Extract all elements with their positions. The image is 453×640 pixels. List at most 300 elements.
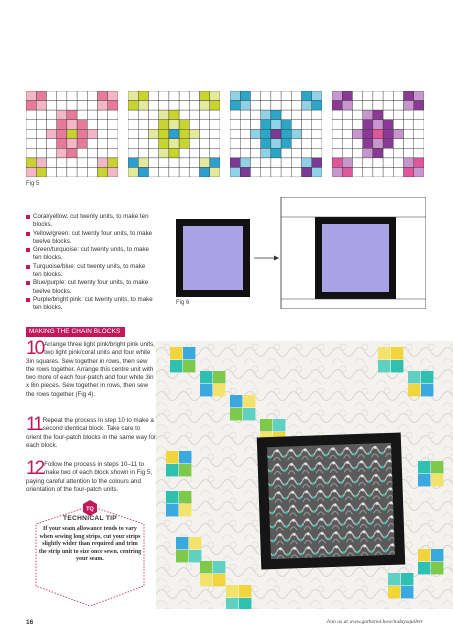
block-cell [189,139,199,149]
block-cell [46,110,56,120]
block-cell [77,91,87,101]
block-cell [363,139,373,149]
block-cell [414,158,424,168]
block-cell [383,110,393,120]
block-cell [271,148,281,158]
block-cell [128,148,138,158]
block-cell [128,129,138,139]
block-cell [342,139,352,149]
block-cell [332,120,342,130]
block-cell [393,110,403,120]
tip-title: TECHNICAL TIP [63,515,117,522]
block-cell [250,139,260,149]
block-cell [250,148,260,158]
block-cell [46,91,56,101]
block-cell [200,110,210,120]
block-cell [240,158,250,168]
fig5-block-4 [332,91,424,177]
block-cell [271,129,281,139]
block-cell [179,139,189,149]
block-cell [332,139,342,149]
block-cell [57,91,67,101]
block-cell [108,167,118,177]
block-cell [67,139,77,149]
block-cell [148,139,158,149]
block-cell [128,91,138,101]
block-cell [138,120,148,130]
block-cell [383,148,393,158]
block-cell [414,101,424,111]
block-cell [352,91,362,101]
block-cell [98,91,108,101]
block-cell [383,167,393,177]
block-cell [46,120,56,130]
block-cell [210,110,220,120]
block-cell [352,129,362,139]
block-cell [404,129,414,139]
step-12 [26,458,156,494]
list-item: Green/turquoise: cut twenty units, to make ten blocks. [26,246,154,263]
step-number: 10 [26,338,44,359]
block-cell [291,158,301,168]
block-cell [414,91,424,101]
bullet-square-icon [26,281,30,285]
block-cell [67,167,77,177]
block-cell [36,139,46,149]
block-cell [159,139,169,149]
block-cell [98,101,108,111]
block-cell [169,91,179,101]
block-cell [373,129,383,139]
bullet-square-icon [26,215,30,219]
block-cell [108,148,118,158]
block-cell [138,148,148,158]
block-cell [189,120,199,130]
quilt-photo [156,341,453,609]
fig6-lavender-square-2 [322,224,389,292]
block-cell [108,91,118,101]
block-cell [189,101,199,111]
block-cell [404,167,414,177]
block-cell [414,129,424,139]
step-11 [26,414,157,450]
block-cell [414,148,424,158]
block-cell [108,101,118,111]
block-cell [352,167,362,177]
block-cell [36,129,46,139]
bullet-square-icon [26,232,30,236]
bullet-square-icon [26,248,30,252]
block-cell [57,110,67,120]
block-cell [230,148,240,158]
block-cell [373,158,383,168]
block-cell [240,167,250,177]
block-cell [230,167,240,177]
block-cell [108,129,118,139]
block-cell [57,167,67,177]
block-cell [98,148,108,158]
list-item: Purple/bright pink: cut twenty units, to make ten blocks. [26,296,154,313]
block-cell [128,139,138,149]
footer-url: Join us at www.gathered.how/todaysquilter [326,619,423,625]
block-cell [26,91,36,101]
block-cell [26,101,36,111]
block-cell [240,120,250,130]
block-cell [36,148,46,158]
block-cell [250,110,260,120]
block-cell [210,129,220,139]
block-cell [250,158,260,168]
block-cell [179,101,189,111]
block-cell [108,158,118,168]
block-cell [404,91,414,101]
block-cell [302,120,312,130]
step-text: Follow the process in steps 10–11 to make two of each block shown in Fig 5, paying careful attention to the colours and orientation of the four-patch units. [26,461,153,493]
block-cell [393,139,403,149]
block-cell [332,148,342,158]
block-cell [373,148,383,158]
block-cell [200,158,210,168]
block-cell [169,167,179,177]
block-cell [373,167,383,177]
fig6-diagram [170,197,426,309]
block-cell [261,91,271,101]
block-cell [281,120,291,130]
block-cell [67,148,77,158]
block-cell [342,129,352,139]
block-cell [240,110,250,120]
block-cell [230,139,240,149]
block-cell [98,110,108,120]
block-cell [200,167,210,177]
block-cell [200,148,210,158]
fig6-caption: Fig 6 [176,300,190,306]
block-cell [383,91,393,101]
block-cell [240,139,250,149]
block-cell [281,129,291,139]
block-cell [230,91,240,101]
block-cell [393,167,403,177]
block-cell [36,110,46,120]
block-cell [179,91,189,101]
block-cell [138,91,148,101]
block-cell [291,110,301,120]
block-cell [98,129,108,139]
block-cell [138,167,148,177]
block-cell [159,158,169,168]
block-cell [312,158,322,168]
block-cell [312,91,322,101]
block-cell [159,110,169,120]
block-cell [87,167,97,177]
block-cell [179,120,189,130]
list-item: Blue/purple: cut twenty four units, to make twelve blocks. [26,279,154,296]
block-cell [281,167,291,177]
block-cell [210,167,220,177]
block-cell [87,110,97,120]
block-cell [26,139,36,149]
block-cell [404,120,414,130]
block-cell [363,101,373,111]
block-cell [383,139,393,149]
arrow-right-icon [274,256,279,261]
block-cell [261,101,271,111]
block-cell [261,129,271,139]
block-cell [342,167,352,177]
block-cell [363,120,373,130]
fig5-block-2 [128,91,220,177]
list-item: Yellow/green: cut twenty four units, to make twelve blocks. [26,230,154,247]
block-cell [302,148,312,158]
block-cell [271,139,281,149]
block-cell [200,91,210,101]
page-number: 16 [26,619,34,626]
block-cell [108,139,118,149]
block-cell [148,158,158,168]
block-cell [189,110,199,120]
block-cell [67,91,77,101]
block-cell [250,129,260,139]
block-cell [67,129,77,139]
block-cell [250,101,260,111]
block-cell [169,158,179,168]
tq-badge-text: TQ [86,506,94,513]
block-cell [87,120,97,130]
block-cell [393,91,403,101]
block-cell [200,139,210,149]
block-cell [363,110,373,120]
block-cell [312,167,322,177]
block-cell [250,91,260,101]
block-cell [352,110,362,120]
block-cell [393,129,403,139]
block-cell [342,158,352,168]
block-cell [352,139,362,149]
block-cell [36,120,46,130]
block-cell [169,101,179,111]
block-cell [271,110,281,120]
block-cell [87,139,97,149]
block-cell [77,148,87,158]
block-cell [393,101,403,111]
fig5-block-1 [26,91,118,177]
block-cell [363,158,373,168]
block-cell [36,167,46,177]
block-cell [108,110,118,120]
block-cell [302,110,312,120]
block-cell [261,158,271,168]
block-cell [281,158,291,168]
block-cell [159,101,169,111]
block-cell [383,129,393,139]
fig5-caption: Fig 5 [26,181,40,187]
block-cell [148,167,158,177]
block-cell [383,101,393,111]
block-cell [77,129,87,139]
block-cell [210,120,220,130]
block-cell [373,101,383,111]
block-cell [414,120,424,130]
block-cell [373,91,383,101]
block-cell [169,148,179,158]
block-cell [57,101,67,111]
block-cell [159,129,169,139]
tip-text: If your seam allowance tends to vary when sewing long strips, cut your strips slightly wider than required and trim the strip unit to size once sewn, centring your seam. [38,526,142,563]
block-cell [302,139,312,149]
block-cell [281,148,291,158]
block-cell [332,129,342,139]
block-cell [342,148,352,158]
block-cell [179,167,189,177]
list-item: Turquoise/blue: cut twenty units, to make ten blocks. [26,263,154,280]
block-cell [200,129,210,139]
block-cell [67,110,77,120]
block-cell [342,110,352,120]
block-cell [210,91,220,101]
block-cell [302,91,312,101]
block-cell [138,129,148,139]
block-cell [414,167,424,177]
block-cell [404,139,414,149]
block-cell [404,158,414,168]
block-cell [250,167,260,177]
block-cell [363,167,373,177]
block-cell [189,167,199,177]
block-cell [87,148,97,158]
block-cell [46,167,56,177]
block-cell [159,167,169,177]
tq-badge-icon [82,500,98,516]
block-cell [138,139,148,149]
block-cell [210,158,220,168]
block-cell [169,129,179,139]
block-cell [98,120,108,130]
block-cell [271,101,281,111]
step-10 [26,338,156,399]
cutting-list [26,213,154,313]
block-cell [26,167,36,177]
block-cell [414,110,424,120]
block-cell [57,158,67,168]
block-cell [179,158,189,168]
block-cell [291,167,301,177]
block-cell [281,110,291,120]
block-cell [87,91,97,101]
block-cell [138,158,148,168]
block-cell [210,148,220,158]
block-cell [46,158,56,168]
block-cell [352,120,362,130]
block-cell [159,148,169,158]
block-cell [352,148,362,158]
block-cell [67,158,77,168]
block-cell [261,167,271,177]
block-cell [169,110,179,120]
block-cell [291,129,301,139]
block-cell [87,101,97,111]
block-cell [98,139,108,149]
block-cell [312,110,322,120]
block-cell [240,148,250,158]
block-cell [352,158,362,168]
block-cell [261,139,271,149]
block-cell [230,101,240,111]
block-cell [148,91,158,101]
block-cell [291,139,301,149]
block-cell [281,101,291,111]
block-cell [302,129,312,139]
block-cell [98,158,108,168]
block-cell [128,101,138,111]
block-cell [26,158,36,168]
block-cell [393,158,403,168]
block-cell [210,101,220,111]
block-cell [281,139,291,149]
block-cell [128,120,138,130]
block-cell [291,101,301,111]
block-cell [312,148,322,158]
block-cell [363,148,373,158]
block-cell [36,158,46,168]
bullet-square-icon [26,298,30,302]
block-cell [383,158,393,168]
block-cell [302,101,312,111]
block-cell [373,139,383,149]
block-cell [271,91,281,101]
block-cell [363,91,373,101]
block-cell [189,148,199,158]
block-cell [230,120,240,130]
bullet-square-icon [26,265,30,269]
block-cell [383,120,393,130]
block-cell [57,120,67,130]
step-text: Arrange three light pink/bright pink units, two light pink/coral units and four white 3in squares. Sew together in rows, then sew the rows together. Arrange this centre unit with two more of each four-patch and four white 3in x 8in pieces. Sew together in rows, then sew the rows together (Fig 4). [26,341,155,398]
block-cell [291,120,301,130]
block-cell [77,120,87,130]
block-cell [87,129,97,139]
block-cell [189,129,199,139]
block-cell [230,129,240,139]
block-cell [36,91,46,101]
block-cell [98,167,108,177]
block-cell [57,129,67,139]
block-cell [67,120,77,130]
block-cell [128,167,138,177]
block-cell [148,129,158,139]
block-cell [128,158,138,168]
block-cell [291,91,301,101]
block-cell [312,129,322,139]
block-cell [261,120,271,130]
block-cell [77,158,87,168]
block-cell [148,101,158,111]
block-cell [373,110,383,120]
block-cell [261,148,271,158]
block-cell [77,110,87,120]
block-cell [414,139,424,149]
block-cell [57,139,67,149]
block-cell [230,158,240,168]
block-cell [138,110,148,120]
block-cell [189,158,199,168]
block-cell [271,167,281,177]
block-cell [312,139,322,149]
block-cell [179,110,189,120]
block-cell [393,120,403,130]
block-cell [404,110,414,120]
fig6-lavender-square [183,226,243,290]
block-cell [373,120,383,130]
